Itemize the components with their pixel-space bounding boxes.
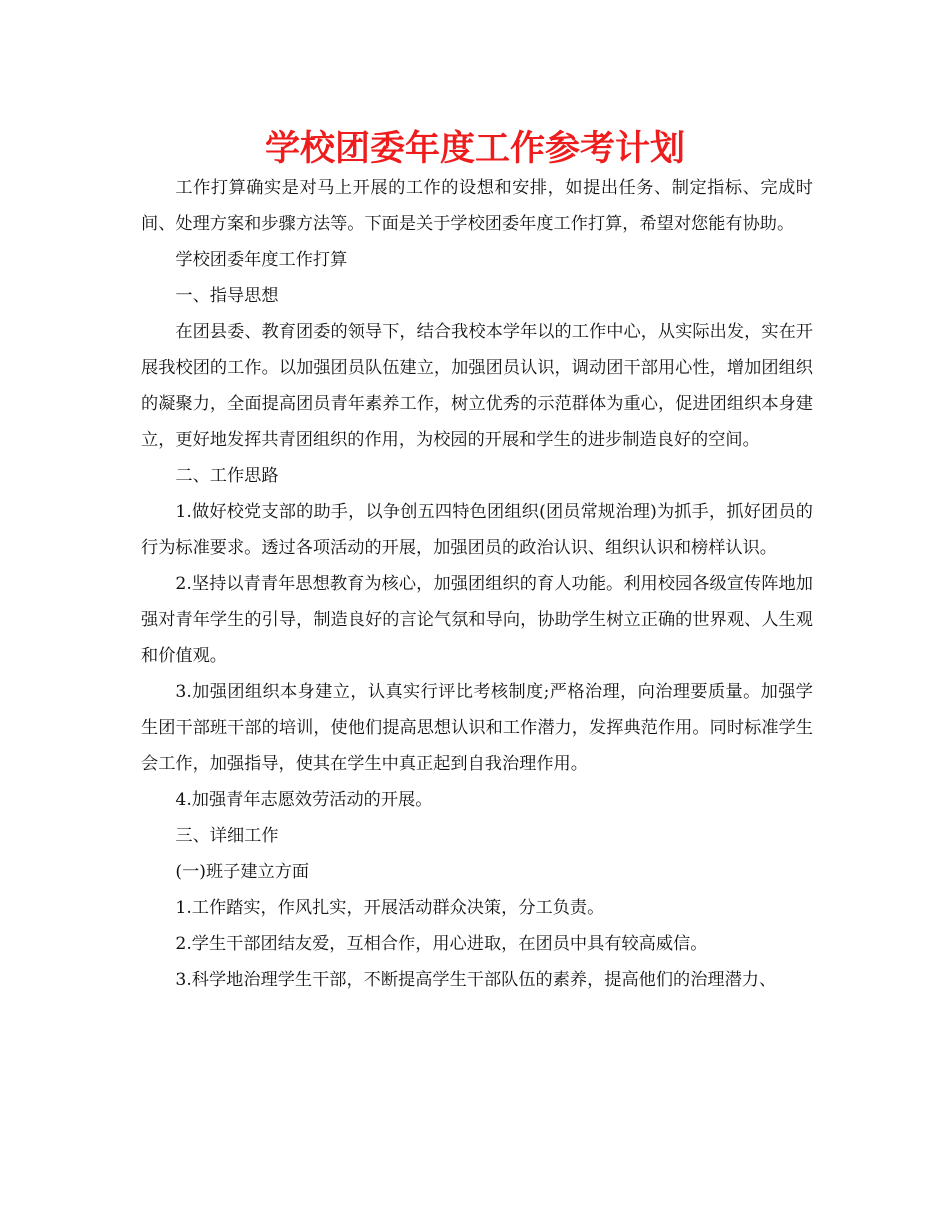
paragraph-work-idea-2: 2.坚持以青青年思想教育为核心，加强团组织的育人功能。利用校园各级宣传阵地加强对青年学生的引导，制造良好的言论气氛和导向，协助学生树立正确的世界观、人生观和价值观。: [141, 574, 813, 666]
document-title: 学校团委年度工作参考计划: [264, 129, 685, 169]
list-item-1: 1.工作踏实，作风扎实，开展活动群众决策，分工负责。: [175, 898, 605, 918]
paragraph-intro: 工作打算确实是对马上开展的工作的设想和安排，如提出任务、制定指标、完成时间、处理方案和步骤方法等。下面是关于学校团委年度工作打算，希望对您能有协助。: [141, 178, 813, 234]
subsection-heading-team-building: (一)班子建立方面: [175, 862, 310, 882]
paragraph-work-idea-3: 3.加强团组织本身建立，认真实行评比考核制度;严格治理，向治理要质量。加强学生团干部班干部的培训，使他们提高思想认识和工作潜力，发挥典范作用。同时标准学生会工作，加强指导，使其在学生中真正起到自我治理作用。: [141, 682, 813, 774]
paragraph-guiding-ideology: 在团县委、教育团委的领导下，结合我校本学年以的工作中心，从实际出发，实在开展我校团的工作。以加强团员队伍建立，加强团员认识，调动团干部用心性，增加团组织的凝聚力，全面提高团员青年素养工作，树立优秀的示范群体为重心，促进团组织本身建立，更好地发挥共青团组织的作用，为校园的开展和学生的进步制造良好的空间。: [141, 322, 813, 450]
paragraph-work-idea-1: 1.做好校党支部的助手，以争创五四特色团组织(团员常规治理)为抓手，抓好团员的行为标准要求。透过各项活动的开展，加强团员的政治认识、组织认识和榜样认识。: [141, 502, 813, 558]
section-heading-detailed-work: 三、详细工作: [175, 826, 279, 846]
document-body: [141, 170, 813, 998]
list-item-3: 3.科学地治理学生干部，不断提高学生干部队伍的素养，提高他们的治理潜力、: [175, 970, 777, 990]
paragraph-subtitle: 学校团委年度工作打算: [175, 250, 348, 270]
section-heading-guiding-ideology: 一、指导思想: [175, 286, 279, 306]
paragraph-work-idea-4: 4.加强青年志愿效劳活动的开展。: [175, 790, 433, 810]
section-heading-work-ideas: 二、工作思路: [175, 466, 279, 486]
list-item-2: 2.学生干部团结友爱，互相合作，用心进取，在团员中具有较高威信。: [175, 934, 708, 954]
